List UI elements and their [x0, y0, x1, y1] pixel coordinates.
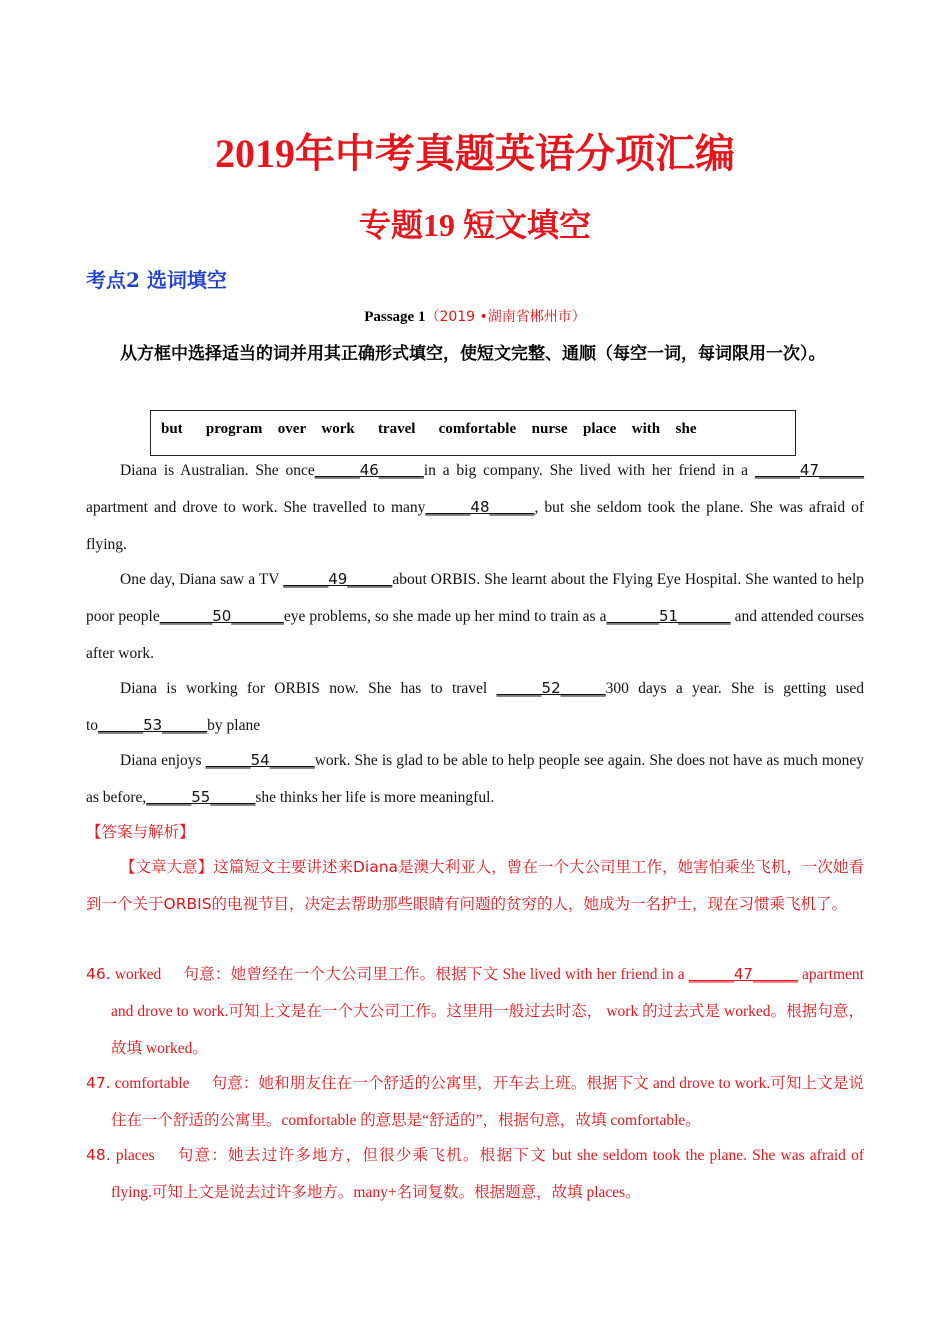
- blank-52: ______52______: [496, 679, 606, 697]
- blank-47: ______47______: [754, 461, 864, 479]
- story-text: work. She is glad to be able to help people see again. She does not have as much money as before,: [86, 752, 864, 806]
- passage-name: Passage 1: [364, 309, 426, 325]
- story-text: 300 days a year. She is getting used to: [86, 680, 864, 734]
- section-heading: 考点2 选词填空: [86, 268, 227, 292]
- blank-53: ______53______: [98, 716, 208, 734]
- answer-explanation: apartment and drove to work.可知上文是在一个大公司工作。这里用一般过去时态， work 的过去式是 worked。根据句意，故填 worked。: [111, 966, 864, 1057]
- story-text: apartment and drove to work. She travelled to many: [86, 499, 426, 516]
- blank-46: ______46______: [314, 461, 424, 479]
- blank-54: ______54______: [205, 751, 315, 769]
- blank-48: ______48______: [425, 498, 535, 516]
- story-text: by plane: [207, 717, 261, 734]
- blank-49: ______49______: [283, 570, 393, 588]
- instruction-text: 从方框中选择适当的词并用其正确形式填空，使短文完整、通顺（每空一词，每词限用一次）。: [120, 344, 826, 364]
- answer-heading: 【答案与解析】: [86, 823, 195, 841]
- story-paragraph-2: [86, 561, 864, 672]
- answer-item-48: [86, 1137, 864, 1211]
- blank-51: _______51_______: [606, 607, 731, 625]
- answer-number: 48.: [86, 1146, 111, 1164]
- answer-explanation: 句意：她曾经在一个大公司里工作。根据下文 She lived with her friend in a: [183, 966, 689, 983]
- story-text: Diana is Australian. She once: [120, 462, 315, 479]
- story-text: Diana enjoys: [120, 752, 206, 769]
- summary-text: 是澳大利亚人，曾在一个大公司里工作，她害怕乘坐飞机，一次她看到一个关于: [86, 859, 864, 913]
- answer-item-46: [86, 956, 864, 1067]
- answer-explanation: 句意：她和朋友住在一个舒适的公寓里，开车去上班。根据下文 and drove to work.可知上文是说住在一个舒适的公寓里。comfortable 的意思是“舒适的”，根据句意，故填 comfortable。: [111, 1075, 865, 1129]
- article-summary: [86, 849, 864, 923]
- story-paragraph-4: [86, 742, 864, 816]
- story-text: in a big company. She lived with her friend in a: [423, 462, 755, 479]
- answer-number: 46.: [86, 965, 111, 983]
- blank-50: _______50_______: [159, 607, 284, 625]
- summary-text: 的电视节目，决定去帮助那些眼睛有问题的贫穷的人，她成为一名护士，现在习惯乘飞机了。: [211, 896, 848, 913]
- story-paragraph-3: [86, 670, 864, 744]
- passage-source: （2019 •湖南省郴州市）: [425, 309, 586, 325]
- summary-name: Diana: [352, 858, 399, 876]
- summary-name: ORBIS: [163, 895, 212, 913]
- document-subtitle: 专题19 短文填空: [358, 207, 591, 243]
- word-box: [150, 410, 796, 456]
- story-text: she thinks her life is more meaningful.: [255, 789, 495, 806]
- story-text: Diana is working for ORBIS now. She has to travel: [120, 680, 497, 697]
- word-box-words: but program over work travel comfortable nurse place with she: [161, 421, 697, 437]
- passage-heading: [0, 306, 950, 326]
- story-text: One day, Diana saw a TV: [120, 571, 284, 588]
- answer-item-47: [86, 1065, 864, 1139]
- answer-explanation: 句意：她去过许多地方，但很少乘飞机。根据下文 but she seldom took the plane. She was afraid of flying.可知上文是说去过许多地方。many+名词复数。根据题意，故填 places。: [111, 1147, 864, 1201]
- answer-number: 47.: [86, 1074, 111, 1092]
- story-text: about ORBIS. She learnt about the Flying Eye Hospital. She wanted to help poor people: [86, 571, 864, 625]
- blank-47: ______47______: [688, 965, 798, 983]
- story-paragraph-1: [86, 452, 864, 563]
- story-text: and attended courses after work.: [86, 608, 864, 662]
- document-title: 2019年中考真题英语分项汇编: [215, 131, 735, 176]
- answer-word: comfortable: [114, 1075, 190, 1092]
- story-text: eye problems, so she made up her mind to train as a: [283, 608, 607, 625]
- blank-55: ______55______: [146, 788, 256, 806]
- answer-word: places: [115, 1147, 155, 1164]
- summary-text: 【文章大意】这篇短文主要讲述来: [120, 859, 353, 876]
- story-text: , but she seldom took the plane. She was afraid of flying.: [86, 499, 864, 553]
- answer-word: worked: [114, 966, 162, 983]
